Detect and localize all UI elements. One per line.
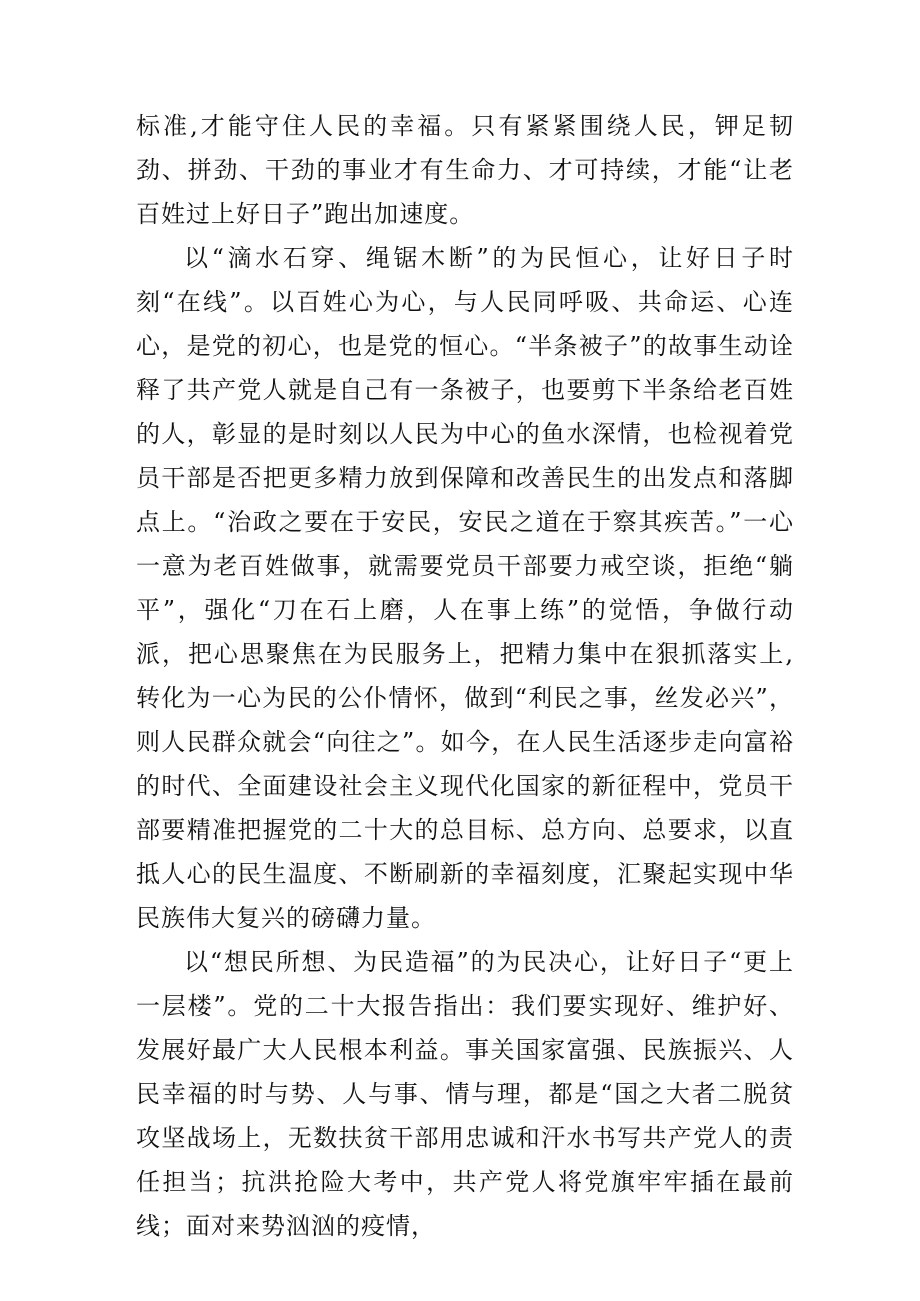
document-body <box>136 104 794 1248</box>
paragraph-2: 以“滴水石穿、绳锯木断”的为民恒心，让好日子时刻“在线”。以百姓心为心，与人民同呼吸、共命运、心连心，是党的初心，也是党的恒心。“半条被子”的故事生动诠释了共产党人就是自己有一条被子，也要剪下半条给老百姓的人，彰显的是时刻以人民为中心的鱼水深情，也检视着党员干部是否把更多精力放到保障和改善民生的出发点和落脚点上。“治政之要在于安民，安民之道在于察其疾苦。”一心一意为老百姓做事，就需要党员干部要力戒空谈，拒绝“躺平”，强化“刀在石上磨，人在事上练”的觉悟，争做行动派，把心思聚焦在为民服务上，把精力集中在狠抓落实上,转化为一心为民的公仆情怀，做到“利民之事，丝发必兴”，则人民群众就会“向往之”。如今，在人民生活逐步走向富裕的时代、全面建设社会主义现代化国家的新征程中，党员干部要精准把握党的二十大的总目标、总方向、总要求，以直抵人心的民生温度、不断刷新的幸福刻度，汇聚起实现中华民族伟大复兴的磅礴力量。 <box>136 244 794 932</box>
paragraph-3: 以“想民所想、为民造福”的为民决心，让好日子“更上一层楼”。党的二十大报告指出：我们要实现好、维护好、发展好最广大人民根本利益。事关国家富强、民族振兴、人民幸福的时与势、人与事、情与理，都是“国之大者二脱贫攻坚战场上，无数扶贫干部用忠诚和汗水书写共产党人的责任担当；抗洪抢险大考中，共产党人将党旗牢牢插在最前线；面对来势汹汹的疫情， <box>136 948 794 1240</box>
paragraph-1: 标准,才能守住人民的幸福。只有紧紧围绕人民，钾足韧劲、拼劲、干劲的事业才有生命力、才可持续，才能“让老百姓过上好日子”跑出加速度。 <box>136 112 794 228</box>
